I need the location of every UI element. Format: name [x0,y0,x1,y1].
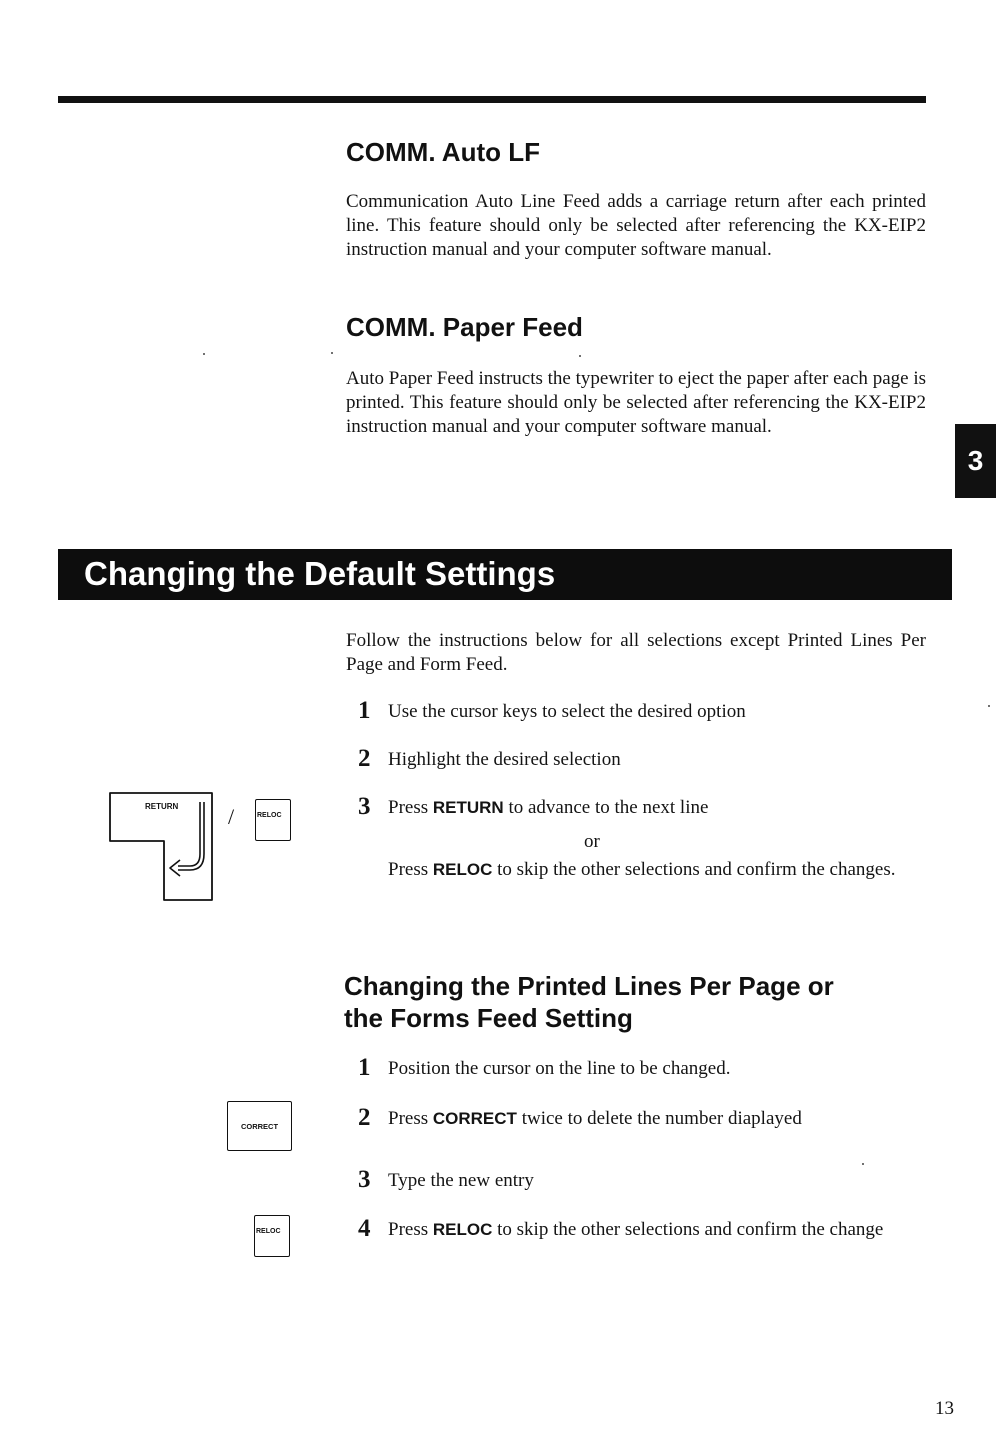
step-number: 3 [358,1166,371,1193]
top-rule [58,96,926,103]
reloc-key-icon [255,799,291,841]
step-number: 1 [358,697,371,724]
step-text [388,796,926,820]
keyword-correct: CORRECT [432,1109,517,1128]
keyword-reloc: RELOC [432,1220,493,1239]
step-number: 3 [358,793,371,820]
speck [331,352,333,354]
reloc-key-label: RELOC [256,1228,281,1235]
keyword-reloc: RELOC [432,860,493,879]
step-text [388,1218,926,1242]
step-text [388,1107,926,1131]
step-1 [358,697,926,724]
default-settings-intro: Follow the instructions below for all selections except Printed Lines Per Page and Form Feed. [346,630,926,675]
section-banner [58,549,952,600]
step-text-pre: Press [388,1108,433,1129]
chapter-tab: 3 [955,424,996,498]
heading-line-2: the Forms Feed Setting [344,1003,633,1033]
or-text: or [584,831,600,852]
correct-key-label: CORRECT [240,1122,279,1131]
paper-feed-heading: COMM. Paper Feed [346,312,583,342]
auto-lf-heading: COMM. Auto LF [346,137,540,167]
return-key-icon [108,790,220,904]
speck [988,705,990,707]
speck [579,355,581,357]
step-3-alternative [358,858,926,882]
step-text-post: to skip the other selections and confirm the change [492,1219,884,1240]
step-text: Position the cursor on the line to be changed. [388,1058,731,1079]
lpp-step-1 [358,1054,926,1081]
step-number: 1 [358,1054,371,1081]
step-text-post: twice to delete the number diaplayed [516,1108,802,1129]
speck [862,1163,864,1165]
step-text-pre: Press [388,1219,433,1240]
lpp-step-3 [358,1166,926,1193]
step-text [388,858,926,882]
heading-line-1: Changing the Printed Lines Per Page or [344,971,834,1001]
step-text-post: to skip the other selections and confirm the changes. [492,859,896,880]
paper-feed-body: Auto Paper Feed instructs the typewriter to eject the paper after each page is printed. This feature should only be selected after referencing the KX-EIP2 instruction manual and your computer software manual. [346,368,926,437]
step-text: Type the new entry [388,1170,534,1191]
banner-title: Changing the Default Settings [84,555,556,592]
page-number: 13 [935,1398,954,1419]
step-2 [358,745,926,772]
step-text: Use the cursor keys to select the desired option [388,701,746,722]
reloc-key-icon-2 [254,1215,290,1257]
step-text-post: to advance to the next line [503,797,709,818]
step-number: 2 [358,1104,371,1131]
speck [203,353,205,355]
reloc-key-label: RELOC [257,812,282,819]
auto-lf-body: Communication Auto Line Feed adds a carriage return after each printed line. This feature should only be selected after referencing the KX-EIP2 instruction manual and your computer software manual. [346,191,926,260]
step-text: Highlight the desired selection [388,749,621,770]
lines-per-page-heading [344,970,944,1034]
step-text-pre: Press [388,797,433,818]
step-3 [358,793,926,820]
keyword-return: RETURN [432,798,504,817]
return-key-label: RETURN [145,802,179,811]
key-separator: / [228,804,235,829]
step-number: 2 [358,745,371,772]
lpp-step-2 [358,1104,926,1131]
step-number: 4 [358,1215,371,1242]
lpp-step-4 [358,1215,926,1242]
step-text-pre: Press [388,859,433,880]
correct-key-icon [227,1101,292,1151]
